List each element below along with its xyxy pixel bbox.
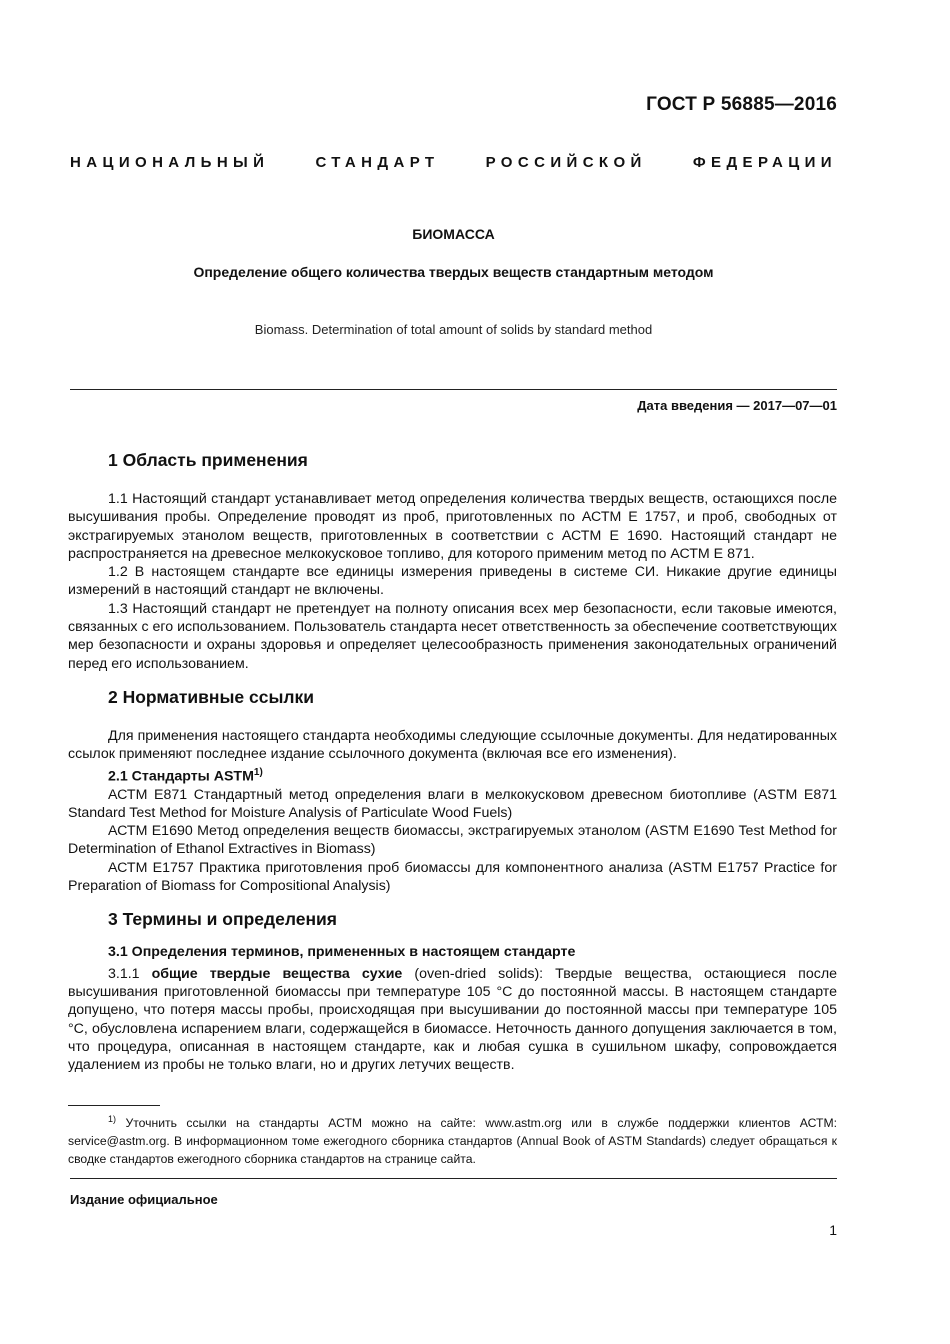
- footnote-text: Уточнить ссылки на стандарты АСТМ можно на сайте: www.astm.org или в службе поддержки клиентов АСТМ: service@astm.org. В информационном томе ежегодного сборника стандартов (Annual Book of ASTM Standards) следует обращаться к сводке стандартов ежегодного сборника стандартов на странице сайта.: [68, 1116, 837, 1167]
- footnote-marker: 1): [253, 766, 263, 778]
- standard-code: ГОСТ Р 56885—2016: [646, 94, 837, 115]
- footnote-number: 1): [108, 1114, 117, 1124]
- term-number: 3.1.1: [108, 965, 140, 982]
- header-rule: [70, 389, 837, 390]
- section-2-intro: Для применения настоящего стандарта необходимы следующие ссылочные документы. Для недатированных ссылок применяют последнее издание ссылочного документа (включая все его изменения).: [68, 727, 837, 763]
- footnote: [68, 1110, 837, 1168]
- document-subtitle: Определение общего количества твердых веществ стандартным методом: [193, 264, 714, 280]
- edition-label: Издание официальное: [70, 1192, 218, 1207]
- term-3-1-1: [68, 965, 837, 1075]
- page-number: 1: [829, 1222, 837, 1238]
- section-1-heading: 1 Область применения: [108, 450, 308, 470]
- document-title-english: Biomass. Determination of total amount of solids by standard method: [254, 322, 653, 337]
- introduction-date: Дата введения — 2017—07—01: [637, 398, 837, 413]
- footer-rule: [70, 1178, 837, 1179]
- document-body: [68, 448, 837, 1074]
- section-2-heading: 2 Нормативные ссылки: [108, 686, 315, 707]
- section-3-heading: 3 Термины и определения: [108, 909, 337, 930]
- reference-e1757: АСТМ Е1757 Практика приготовления проб биомассы для компонентного анализа (ASTM E1757 Practice for Preparation of Biomass for Compositional Analysis): [68, 859, 837, 895]
- paragraph-1-3: 1.3 Настоящий стандарт не претендует на полноту описания всех мер безопасности, если таковые имеются, связанных с его использованием. Пользователь стандарта несет ответственность за обеспечение соответствующих мер безопасности и охраны здоровья и определяет целесообразность применения законодательных ограничений перед его использованием.: [68, 600, 837, 672]
- paragraph-1-2: 1.2 В настоящем стандарте все единицы измерения приведены в системе СИ. Никакие другие единицы измерений в настоящий стандарт не включены.: [68, 564, 837, 599]
- subsection-2-1-heading: [108, 764, 837, 786]
- footnote-rule: [68, 1105, 160, 1106]
- subsection-2-1-label: 2.1 Стандарты ASTM: [108, 768, 254, 785]
- reference-e871: АСТМ Е871 Стандартный метод определения влаги в мелкокусковом древесном биотопливе (ASTM E871 Standard Test Method for Moisture Analysis of Particulate Wood Fuels): [68, 786, 837, 821]
- term-definition: (oven-dried solids): Твердые вещества, остающиеся после высушивания приготовленной биомассы при температуре 105 °С до постоянной массы. В настоящем стандарте допущено, что потеря массы пробы, происходящая при высушивании до постоянной массы при температуре 105 °С, обусловлена испарением влаги, содержащейся в биомассе. Неточность данного допущения заключается в том, что процедура, описанная в настоящем стандарте, как и любая сушка в сушильном шкафу, сопровождается удалением из пробы не только влаги, но и других летучих веществ.: [68, 965, 837, 1074]
- subsection-3-1-heading: 3.1 Определения терминов, примененных в настоящем стандарте: [108, 944, 576, 961]
- document-title: БИОМАССА: [412, 226, 495, 242]
- reference-e1690: АСТМ Е1690 Метод определения веществ биомассы, экстрагируемых этанолом (ASTM E1690 Test Method for Determination of Ethanol Extractives in Biomass): [68, 823, 837, 858]
- national-standard-banner: НАЦИОНАЛЬНЫЙ СТАНДАРТ РОССИЙСКОЙ ФЕДЕРАЦИИ: [70, 154, 837, 171]
- term-name: общие твердые вещества сухие: [151, 965, 403, 982]
- paragraph-1-1: 1.1 Настоящий стандарт устанавливает метод определения количества твердых веществ, остающихся после высушивания пробы. Определение проводят из проб, приготовленных по АСТМ Е 1757, и проб, свободных от экстрагируемых этанолом веществ, приготовленных в соответствии с АСТМ Е 1690. Настоящий стандарт не распространяется на древесное мелкокусковое топливо, для которого применим метод по АСТМ Е 871.: [68, 491, 837, 562]
